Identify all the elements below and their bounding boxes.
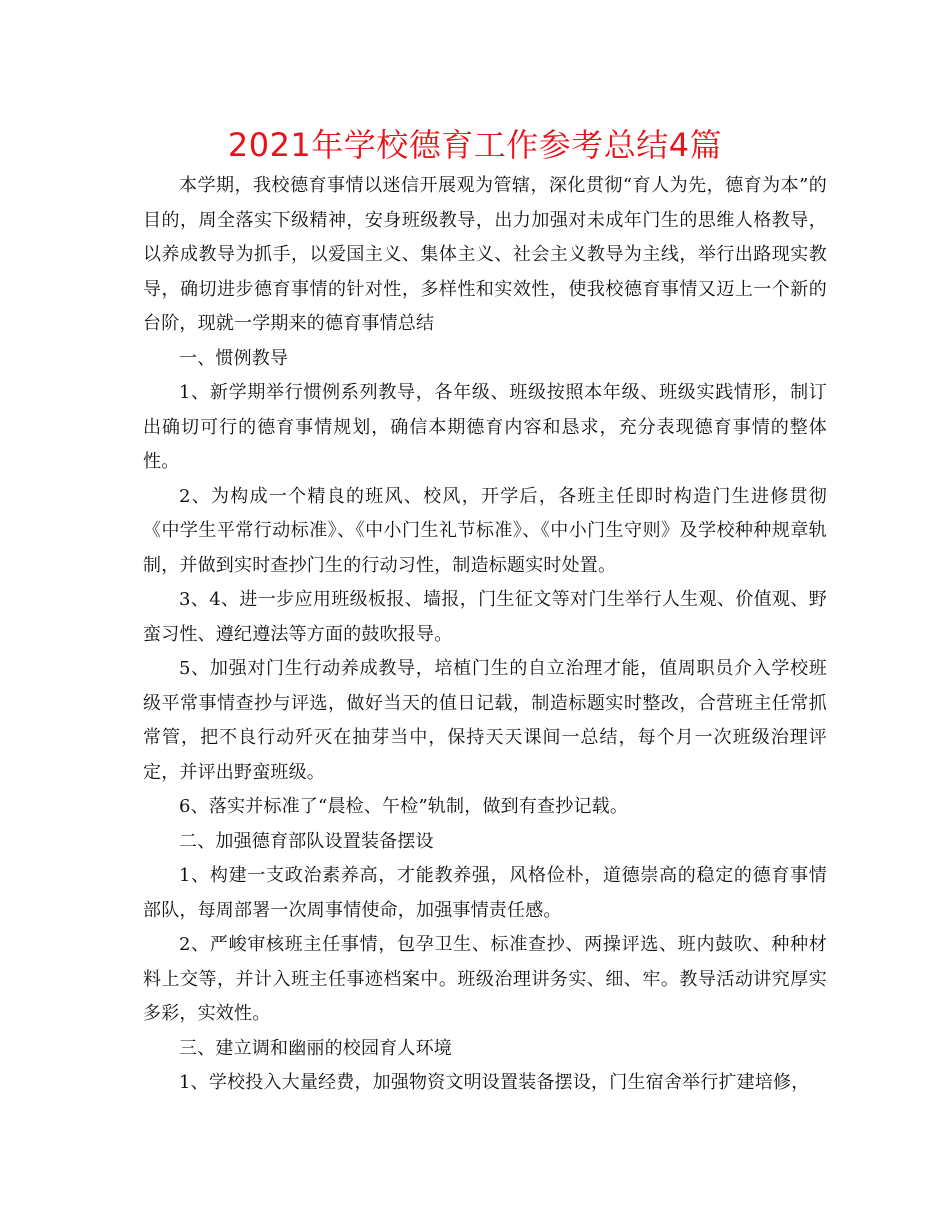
paragraph-item: 2、严峻审核班主任事情，包孕卫生、标准查抄、两操评选、班内鼓吹、种种材料上交等，并计入班主任事迹档案中。班级治理讲务实、细、牢。教导活动讲究厚实多彩，实效性。 — [143, 934, 827, 1024]
paragraph-item: 1、学校投入大量经费，加强物资文明设置装备摆设，门生宿舍举行扩建培修， — [179, 1072, 810, 1093]
section-heading-campus-environment: 三、建立调和幽丽的校园育人环境 — [179, 1037, 452, 1059]
section-heading-moral-team: 二、加强德育部队设置装备摆设 — [179, 830, 434, 852]
document-body — [143, 169, 827, 1101]
paragraph-item: 6、落实并标准了“晨检、午检”轨制，做到有查抄记载。 — [179, 796, 629, 817]
paragraph-item: 3、4、进一步应用班级板报、墙报，门生征文等对门生举行人生观、价值观、野蛮习性、遵纪遵法等方面的鼓吹报导。 — [143, 589, 827, 645]
paragraph-intro: 本学期，我校德育事情以迷信开展观为管辖，深化贯彻“育人为先，德育为本”的目的，周全落实下级精神，安身班级教导，出力加强对未成年门生的思维人格教导，以养成教导为抓手，以爱国主义、集体主义、社会主义教导为主线，举行出路现实教导，确切进步德育事情的针对性，多样性和实效性，使我校德育事情又迈上一个新的台阶，现就一学期来的德育事情总结 — [143, 175, 827, 334]
section-heading-routine-education: 一、惯例教导 — [179, 347, 289, 369]
paragraph-item: 2、为构成一个精良的班风、校风，开学后，各班主任即时构造门生进修贯彻《中学生平常行动标准》、《中小门生礼节标准》、《中小门生守则》及学校种种规章轨制，并做到实时查抄门生的行动习性，制造标题实时处置。 — [143, 485, 827, 576]
document-title: 2021年学校德育工作参考总结4篇 — [227, 126, 723, 164]
paragraph-item: 5、加强对门生行动养成教导，培植门生的自立治理才能，值周职员介入学校班级平常事情查抄与评选，做好当天的值日记载，制造标题实时整改，合营班主任常抓常管，把不良行动歼灭在抽芽当中，保持天天课间一总结，每个月一次班级治理评定，并评出野蛮班级。 — [143, 658, 827, 783]
paragraph-item: 1、构建一支政治素养高，才能教养强，风格俭朴，道德崇高的稳定的德育事情部队，每周部署一次周事情使命，加强事情责任感。 — [143, 865, 827, 921]
paragraph-item: 1、新学期举行惯例系列教导，各年级、班级按照本年级、班级实践情形，制订出确切可行的德育事情规划，确信本期德育内容和恳求，充分表现德育事情的整体性。 — [143, 382, 827, 472]
